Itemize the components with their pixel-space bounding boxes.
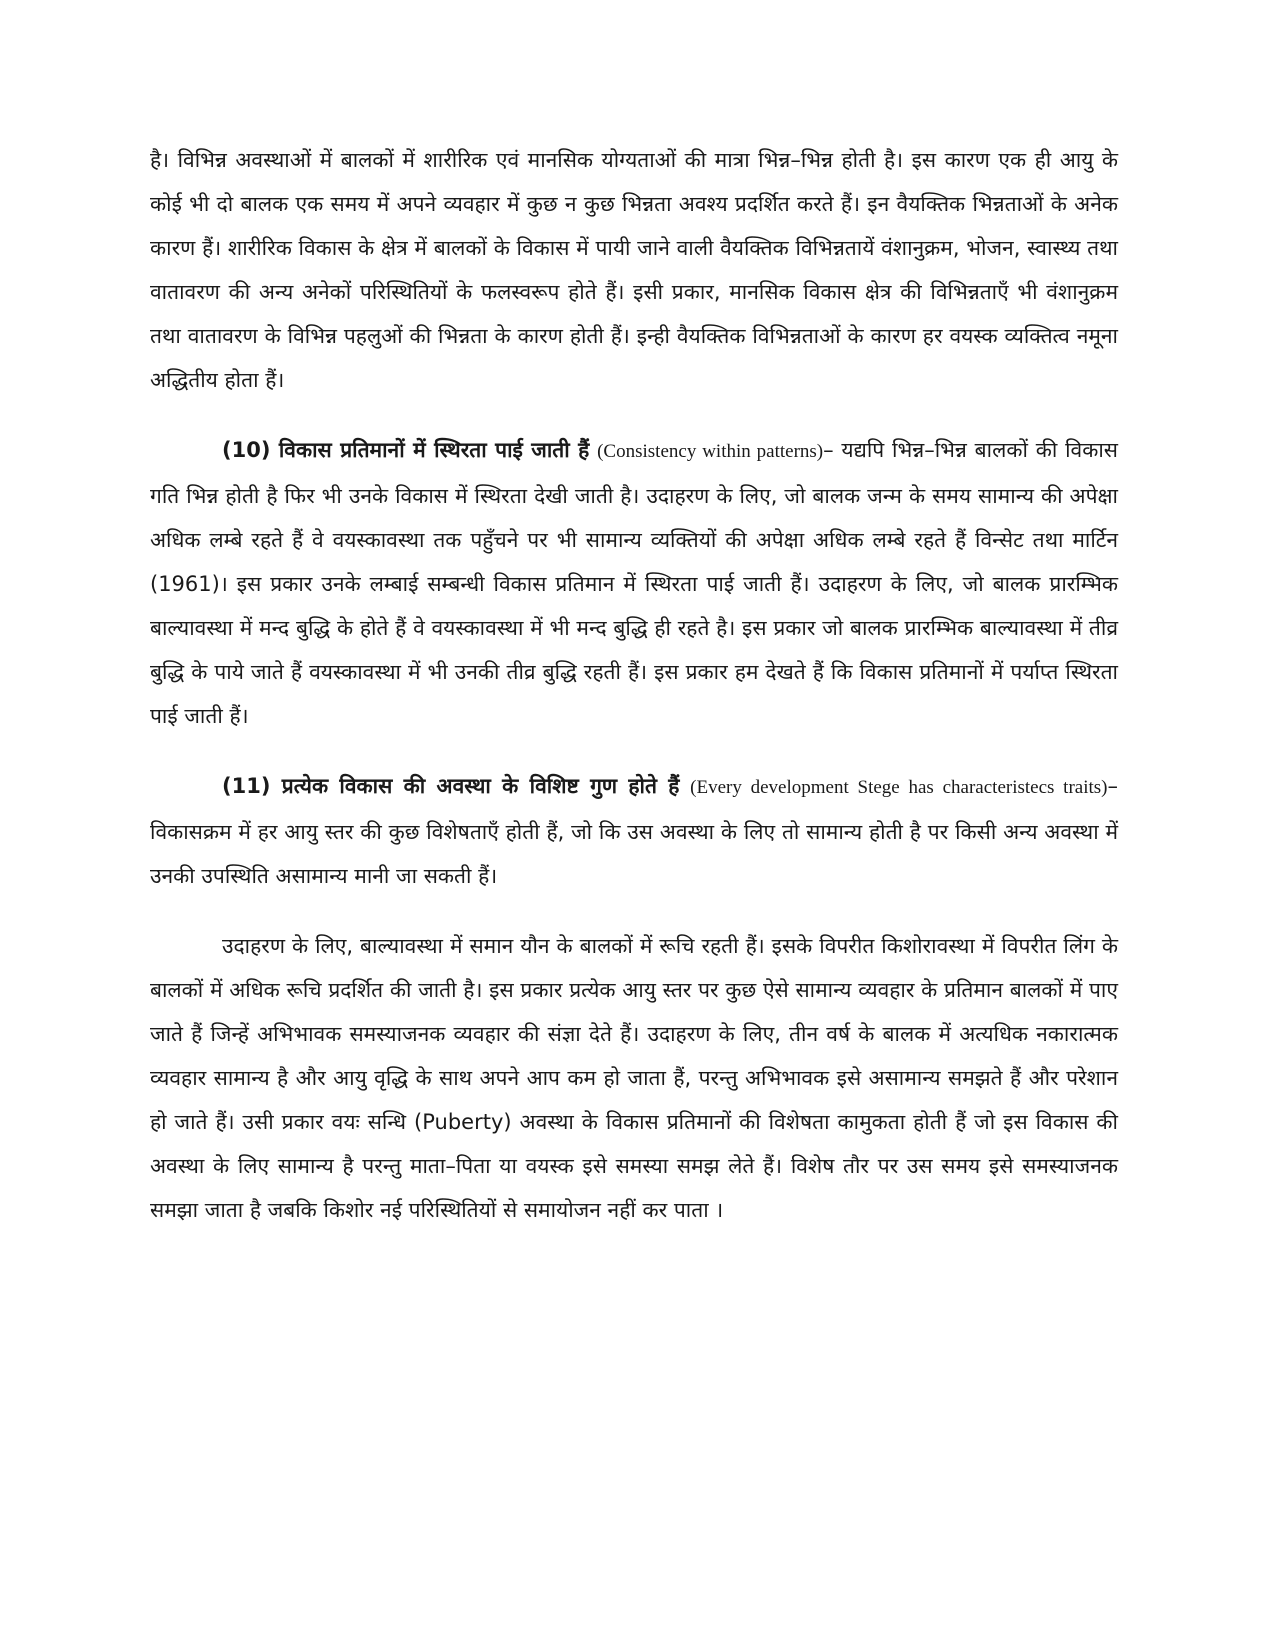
paragraph-stage-characteristics <box>150 764 1118 898</box>
paragraph-individual-differences: है। विभिन्न अवस्थाओं में बालकों में शारीरिक एवं मानसिक योग्यताओं की मात्रा भिन्न–भिन्न होती है। इस कारण एक ही आयु के कोई भी दो बालक एक समय में अपने व्यवहार में कुछ न कुछ भिन्नता अवश्य प्रदर्शित करते हैं। इन वैयक्तिक भिन्नताओं के अनेक कारण हैं। शारीरिक विकास के क्षेत्र में बालकों के विकास में पायी जाने वाली वैयक्तिक विभिन्नतायें वंशानुक्रम, भोजन, स्वास्थ्य तथा वातावरण की अन्य अनेकों परिस्थितियों के फलस्वरूप होते हैं। इसी प्रकार, मानसिक विकास क्षेत्र की विभिन्नताएँ भी वंशानुक्रम तथा वातावरण के विभिन्न पहलुओं की भिन्नता के कारण होती हैं। इन्ही वैयक्तिक विभिन्नताओं के कारण हर वयस्क व्यक्तित्व नमूना अद्धितीय होता हैं। <box>150 148 1118 392</box>
paragraph-examples: उदाहरण के लिए, बाल्यावस्था में समान यौन के बालकों में रूचि रहती हैं। इसके विपरीत किशोरावस्था में विपरीत लिंग के बालकों में अधिक रूचि प्रदर्शित की जाती है। इस प्रकार प्रत्येक आयु स्तर पर कुछ ऐसे सामान्य व्यवहार के प्रतिमान बालकों में पाए जाते हैं जिन्हें अभिभावक समस्याजनक व्यवहार की संज्ञा देते हैं। उदाहरण के लिए, तीन वर्ष के बालक में अत्यधिक नकारात्मक व्यवहार सामान्य है और आयु वृद्धि के साथ अपने आप कम हो जाता हैं, परन्तु अभिभावक इसे असामान्य समझते हैं और परेशान हो जाते हैं। उसी प्रकार वयः सन्धि (Puberty) अवस्था के विकास प्रतिमानों की विशेषता कामुकता होती हैं जो इस विकास की अवस्था के लिए सामान्य है परन्तु माता–पिता या वयस्क इसे समस्या समझ लेते हैं। विशेष तौर पर उस समय इसे समस्याजनक समझा जाता है जबकि किशोर नई परिस्थितियों से समायोजन नहीं कर पाता । <box>150 934 1118 1222</box>
section-heading-10: (10) विकास प्रतिमानों में स्थिरता पाई जाती हैं <box>222 438 590 462</box>
section-10-body: – यद्यपि भिन्न–भिन्न बालकों की विकास गति भिन्न होती है फिर भी उनके विकास में स्थिरता देखी जाती है। उदाहरण के लिए, जो बालक जन्म के समय सामान्य की अपेक्षा अधिक लम्बे रहते हैं वे वयस्कावस्था तक पहुँचने पर भी सामान्य व्यक्तियों की अपेक्षा अधिक लम्बे रहते हैं विन्सेट तथा मार्टिन (1961)। इस प्रकार उनके लम्बाई सम्बन्धी विकास प्रतिमान में स्थिरता पाई जाती हैं। उदाहरण के लिए, जो बालक प्रारम्भिक बाल्यावस्था में मन्द बुद्धि के होते हैं वे वयस्कावस्था में भी मन्द बुद्धि ही रहते है। इस प्रकार जो बालक प्रारम्भिक बाल्यावस्था में तीव्र बुद्धि के पाये जाते हैं वयस्कावस्था में भी उनकी तीव्र बुद्धि रहती हैं। इस प्रकार हम देखते हैं कि विकास प्रतिमानों में पर्याप्त स्थिरता पाई जाती हैं। <box>150 438 1118 728</box>
section-heading-11: (11) प्रत्येक विकास की अवस्था के विशिष्ट गुण होते हैं <box>222 774 680 798</box>
paragraph-consistency-within-patterns <box>150 428 1118 738</box>
section-11-body: – विकासक्रम में हर आयु स्तर की कुछ विशेषताएँ होती हैं, जो कि उस अवस्था के लिए तो सामान्य होती है पर किसी अन्य अवस्था में उनकी उपस्थिति असामान्य मानी जा सकती हैं। <box>150 774 1118 888</box>
section-heading-11-english: (Every development Stege has characteristecs traits) <box>690 777 1108 798</box>
document-page <box>150 138 1118 1258</box>
section-heading-10-english: (Consistency within patterns) <box>597 441 824 462</box>
